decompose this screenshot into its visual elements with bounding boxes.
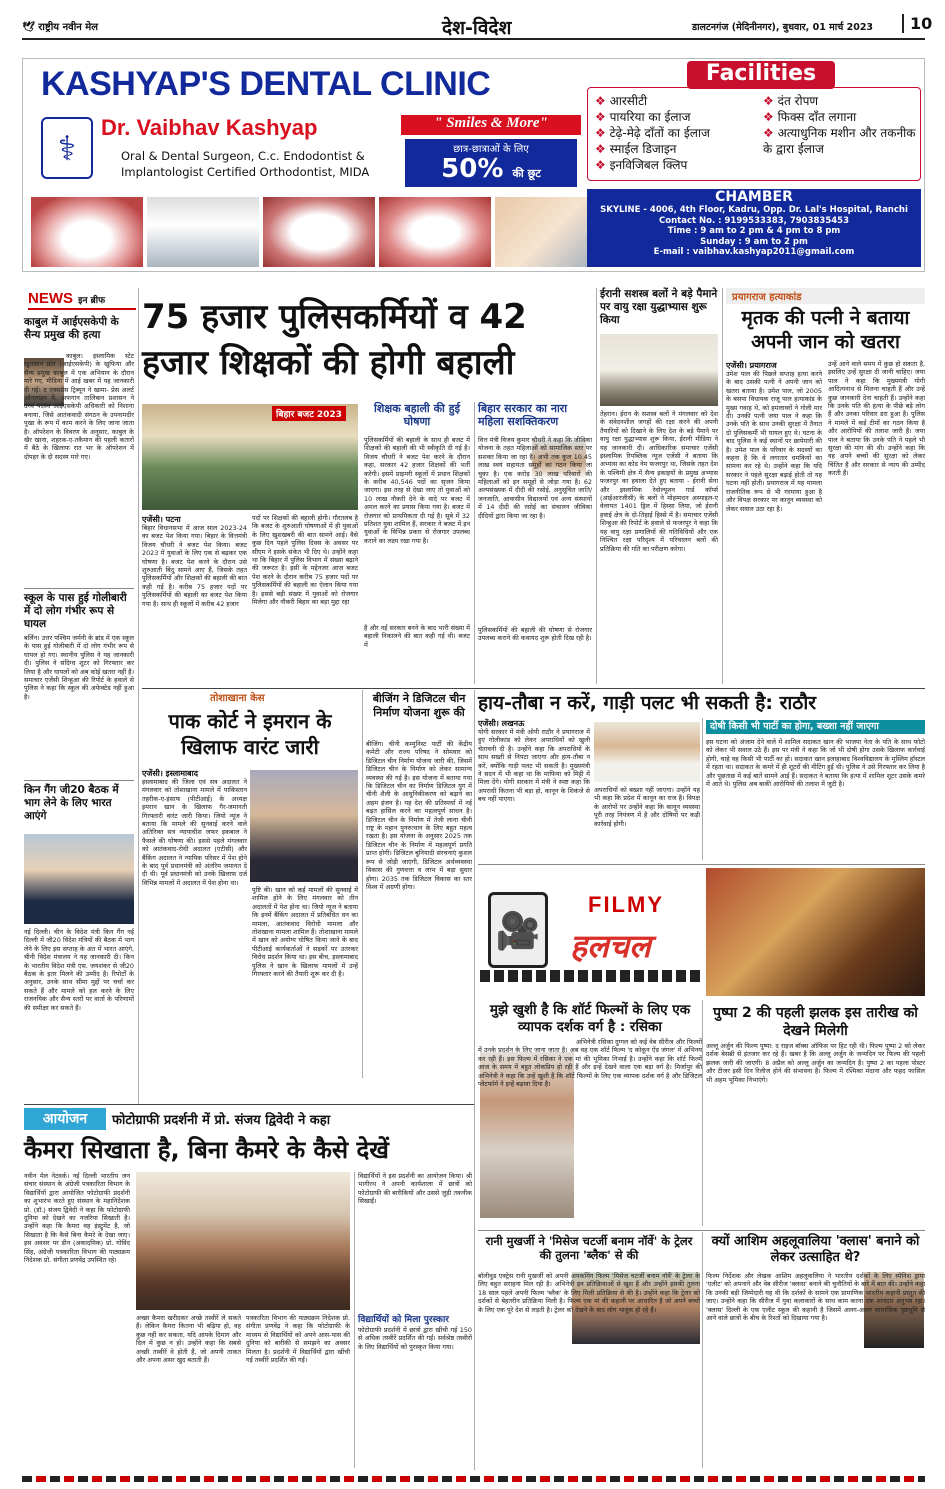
rathore-body-2: अपराधियों को बख्शा नहीं जाएगा। उन्होंने यह भी कहा कि प्रदेश में कानून का राज है। विपक्ष के आरोपों पर उन्होंने कहा कि कानून व्यवस्था पूरी तरह नियंत्रण में है और दोषियों पर कड़ी कार्रवाई होगी। [594, 786, 700, 828]
pushpa-headline: पुष्पा 2 की पहली झलक इस तारीख को देखने मिलेगी [713, 1005, 918, 1039]
facility-item: ❖ टेढ़े-मेढ़े दाँतों का ईलाज [595, 126, 710, 140]
brief-text-2: बर्लिन। उत्तर पश्चिम जर्मनी के ब्रांड में एक स्कूल के पास हुई गोलीबारी में दो लोग गंभीर रूप से घायल हो गए। स्थानीय पुलिस ने यह जानकारी दी। पुलिस ने संदिग्ध शूटर को गिरफ्तार कर लिया है और घायलों को अब कोई खतरा नहीं है। समाचार एजेंसी शिन्हुआ की रिपोर्ट के हवाले से पुलिस ने कहा कि स्कूल की अफेक्टेड नहीं हुआ है। [24, 634, 134, 701]
facility-item: ❖ दंत रोपण [763, 94, 819, 108]
column-rule [702, 1232, 703, 1468]
divider [24, 1104, 474, 1105]
shamil-body: इस घटना को अंजाम देने वाले में शामिल सदाकत खान की भाजपा नेता के पति के साथ फोटो को लेकर भी सवाल उठे हैं। इस पर मंत्री ने कहा कि जो भी दोषी होगा उसके खिलाफ कार्रवाई होगी, चाहे वह किसी भी पार्टी का हो। सदाकत खान इलाहाबाद विश्वविद्यालय के मुस्लिम हॉस्टल में रहता था। सदाकत के कमरे में ही शूटरों की मीटिंग हुई थी। पुलिस ने उसे गिरफ्तार कर लिया है और पूछताछ में कई बातें सामने आई हैं। सदाकत ने बताया कि हत्या में शामिल शूटर उसके कमरे में आते थे। पुलिस अब बाकी आरोपियों की तलाश में जुटी है। [706, 738, 925, 789]
lead-side-text-2: पुलिसकर्मियों की बहाली की घोषणा से रोजगार उपलब्ध कराने की कवायद शुरू होती दिख रही है। [478, 626, 592, 643]
offer-line: छात्र-छात्राओं के लिए [453, 144, 529, 155]
registration-bar [22, 1476, 925, 1482]
dental-ad [22, 58, 925, 272]
chamber-time: Time : 9 am to 2 pm & 4 pm to 8 pm [667, 226, 841, 236]
divider [24, 780, 134, 781]
brief-text-1: काबुल। इस्लामिक स्टेट खुरासान प्रांत (आईएसकेपी) के खुफिया और सैन्य प्रमुख काबुल में एक अभियान के दौरान मारे गए, मीडिया में आई खबर में यह जानकारी दी गई। द एक्सप्रेस ट्रिब्यून ने खामा- प्रेस अलर्ट ऑनलाइन में, अफगान तालिबान प्रशासन ने उच्च पदस्थ आईएसकेपी अधिकारी को निशाना बनाया, जिसे आतंकवादी संगठन के उपनामदीर पुखा के रूप में काम करने के लिए जाना जाता है। ऑपरेशन के विवरण के अनुसार, काबुल के खैर खाना, शहरक-ए-तकैमान की पहली कतारों में बैठे के खिलाफ रात भर के ऑपरेशन में दोपहर के दो सदस्य मारे गए। [24, 352, 134, 461]
prayag-body-2: उन्हें आने वाले समय में कुछ हो सकता है, इसलिए उन्हें सुरक्षा दी जानी चाहिए। जया पाल ने कहा कि मुख्यमंत्री योगी आदित्यनाथ से मिलना चाहती हैं और उन्हें कुछ जानकारी देना चाहती हैं। उन्होंने कहा कि उनके पति की हत्या के पीछे बड़े लोग हैं और उनका परिवार डरा हुआ है। पुलिस ने मामले में कई टीमों का गठन किया है और आरोपियों की तलाश जारी है। जया पाल ने बताया कि उनके पति ने पहले भी सुरक्षा की मांग की थी। उन्होंने कहा कि वह अपने बच्चों की सुरक्षा को लेकर चिंतित हैं और सरकार से न्याय की उम्मीद करती हैं। [828, 360, 925, 478]
facilities-list-right [763, 93, 918, 157]
ad-photo-smile [379, 197, 491, 267]
film-camera-icon: 🎥 [488, 892, 548, 968]
aayojan-sub-headline: विद्यार्थियों को मिला पुरस्कार [358, 1315, 449, 1325]
lead-body-1: बिहार विधानसभा में आज साल 2023-24 का बजट पेश किया गया। बिहार के वित्तमंत्री विजय चौधरी ने बजट पेश किया। बजट 2023 में युवाओं के लिए एक से बढ़कर एक घोषणा है। बजट पेश करने के दौरान उसे शुरुआती बिंदु सामने आए हैं, जिसके तहत पुलिसकर्मियों और शिक्षकों की बहाली की बात कही गई है। करीब 75 हजार पदों पर पुलिसकर्मियों की बहाली का बजट पेश किया गया है। साथ ही स्कूलों में करीब 42 हजार [142, 524, 247, 608]
lead-headline: 75 हजार पुलिसकर्मियों व 42 हजार शिक्षकों की होगी बहाली [142, 297, 527, 383]
masthead [22, 14, 933, 40]
facility-item: ❖ अत्याधुनिक मशीन और तकनीक के द्वारा ईलाज [763, 126, 916, 156]
imran-dateline: एजेंसी। इस्लामाबाद [142, 769, 198, 778]
brief-label: इन ब्रीफ [78, 296, 106, 306]
lead-photo-tag: बिहार बजट 2023 [272, 406, 346, 421]
column-rule [702, 1000, 703, 1226]
newspaper-logo [22, 19, 98, 33]
ad-photo-implant [147, 197, 259, 267]
imran-body-1: इस्लामाबाद की जिला एवं सत्र अदालत ने मंगलवार को तोशाखाना मामले में पाकिस्तान तहरीक-ए-इंसाफ (पीटीआई) के अध्यक्ष इमरान खान के खिलाफ गैर-जमानती गिरफ्तारी वारंट जारी किया। जियो न्यूज ने बताया कि मामले की सुनवाई करने वाले अतिरिक्त सत्र न्यायाधीश जफर इकबाल ने फैसले की घोषणा की। इससे पहले मंगलवार को आतंकवाद-रोधी अदालत (एटीसी) और बैंकिंग अदालत ने न्यायिक परिसर में पेश होने के बाद पूर्व प्रधानमंत्री को अंतरिम जमानत दे दी थी। पूर्व प्रधानमंत्री को उनके खिलाफ दर्ज विभिन्न मामलों में अदालत में पेश होना था। [142, 778, 247, 887]
lead-side-text: वित्त मंत्री विजय कुमार चौधरी ने कहा कि जीविका योजना के तहत महिलाओं को सामाजिक स्तर पर सशक्त किया जा रहा है। अभी तक कुल 10.45 लाख स्वयं सहायता समूहों का गठन किया जा चुका है। एक करोड़ 30 लाख परिवारों की महिलाओं को इन समूहों से जोड़ा गया है। 62 अल्पसंख्यक में दीदी की रसोई, अनुसूचित जाति/जनजाति, आवासीय विद्यालयों एवं अन्य संस्थानों में 14 दीदी की रसोई का संचालन जीविका दीदियों द्वारा किया जा रहा है। [478, 436, 592, 520]
facilities-title: Facilities [687, 61, 835, 89]
section-title: देश-विदेश [442, 17, 512, 39]
offer-percent: 50% [441, 154, 504, 184]
imran-body-2: पुष्टि की। खान को कई मामलों की सुनवाई में शामिल होने के लिए मंगलवार को तीन अदालतों में पेश होना था। जियो न्यूज ने बताया कि इनमें बैंकिंग अदालत में प्रतिबंधित धन का मामला, आतंकवाद विरोधी मामला और तोशखाना मामला शामिल हैं। तोशाखाना मामले में खान को अयोग्य घोषित किया जाने के बाद पीटीआई कार्यकर्ताओं ने सड़कों पर उतरकर विरोध प्रदर्शन किया था। इस बीच, इस्लामाबाद पुलिस ने खान के खिलाफ मामलों में उन्हें गिरफ्तार करने की तैयारी शुरू कर दी है। [252, 886, 358, 979]
chamber-email: E-mail : vaibhav.kashyap2011@gmail.com [653, 247, 855, 257]
brief-photo-qin-gang [24, 834, 134, 924]
dateline: डालटनगंज (मेदिनीनगर), बुधवार, 01 मार्च 2023 [692, 22, 874, 33]
rasika-body: अभिनेत्री रसिका दुग्गल को कई वेब सीरीज और फिल्मों में उनके प्रदर्शन के लिए जाना जाता है। अब वह एक शॉर्ट फिल्म 'द कोकून ऐंड जंगल' में अभिनय कर रही हैं। इस फिल्म में रसिका ने एक मां की भूमिका निभाई है। उन्होंने कहा कि शॉर्ट फिल्में आज के समय में बहुत लोकप्रिय हो रही हैं और इन्हें देखने वाला एक बड़ा वर्ग है। मिर्जापुर की अभिनेत्री ने कहा कि उन्हें खुशी है कि शॉर्ट फिल्मों के लिए एक व्यापक दर्शक वर्ग है और डिजिटल प्लेटफॉर्म ने इन्हें बढ़ावा दिया है। [478, 1038, 702, 1089]
lead-dateline: एजेंसी। पटना [142, 515, 181, 524]
aayojan-headline: कैमरा सिखाता है, बिना कैमरे के कैसे देखें [24, 1136, 389, 1164]
ad-clinic-name: KASHYAP'S DENTAL CLINIC [41, 65, 491, 103]
facility-item: ❖ पायरिया का ईलाज [595, 110, 691, 124]
column-rule [474, 690, 475, 1470]
film-strip [480, 970, 702, 982]
prayag-label: प्रयागराज हत्याकांड [726, 288, 925, 304]
ashim-headline: क्यों आशिम अहलूवालिया 'क्लास' बनाने को लेकर उत्साहित थे? [711, 1234, 920, 1265]
lead-sub-headline: शिक्षक बहाली की हुई घोषणा [374, 402, 460, 428]
rani-body: बॉलीवुड एक्ट्रेस रानी मुखर्जी को अपनी अपकमिंग फिल्म 'मिसेज चटर्जी बनाम नॉर्वे' के ट्रेलर के लिए बहुत सराहना मिल रही है। अभिनेत्री इन प्रतिक्रियाओं से खुश हैं और उन्होंने इसकी तुलना 18 साल पहले अपनी फिल्म 'ब्लैक' के लिए मिली प्रतिक्रिया से की है। उन्होंने कहा कि ट्रेलर को दर्शकों से बेहतरीन प्रतिक्रिया मिली है। फिल्म एक मां की कहानी पर आधारित है जो अपने बच्चों के लिए एक पूरे देश से लड़ती है। ट्रेलर को देखने के बाद लोग भावुक हो रहे हैं। [478, 1272, 700, 1314]
iran-body: तेहरान। ईरान के सशस्त्र बलों ने मंगलवार को देश के संवेदनशील जगहों की रक्षा करने की अपनी तैयारियों को दिखाने के लिए देश के बड़े पैमाने पर वायु रक्षा युद्धाभ्यास शुरू किया, ईरानी मीडिया ने यह जानकारी दी। आधिकारिक समाचार एजेंसी इस्लामिक रिपब्लिक न्यूज एजेंसी ने बताया कि अभ्यास का कोड नेम फजरपुर था, जिसके तहत देश के पश्चिमी क्षेत्र में सैन्य इकाइयों के प्रमुख अभ्यास फजरपुर का हवाला देते हुए बताया - ईरानी सेना और इस्लामिक रेवोल्यूशन गार्ड कॉर्प्स (आईआरजीसी) के बलों ने मोहम्मदन अस्माइल-ए वेलायत 1401 ड्रिल में हिस्सा लिया, जो ईरानी हवाई क्षेत्र के दो-तिहाई हिस्से में है। समाचार एजेंसी शिन्हुआ की रिपोर्ट के हवाले से फजरपुर ने कहा कि यह वायु रक्षा प्रणालियों की गतिविधियों और एक निश्चित रक्षा परिदृश्य में परिचालन बलों की प्रतिक्रिया की गति का परीक्षण करेगा। [600, 410, 718, 553]
iran-photo-missile [600, 334, 718, 406]
aayojan-body-1: नवीन मेल नेटवर्क। नई दिल्ली भारतीय जन संचार संस्थान के अंग्रेजी पत्रकारिता विभाग के विद्यार्थियों द्वारा आयोजित फोटोग्राफी प्रदर्शनी का शुभारंभ करते हुए संस्थान के महानिदेशक प्रो. (डॉ.) संजय द्विवेदी ने कहा कि फोटोग्राफी दुनिया को देखने का नजरिया सिखाती है। उन्होंने कहा कि कैमरा वह इंस्ट्रूमेंट है, जो सिखाता है कि कैसे बिना कैमरे के देखा जाए। इस अवसर पर डीन (अकादमिक) प्रो. गोविंद सिंह, अंग्रेजी पत्रकारिता विभाग की पाठ्यक्रम निदेशक प्रो. संगीता प्रणवेंद्र उपस्थित रहे। [24, 1172, 130, 1265]
imran-label: तोशाखाना केस [210, 693, 265, 704]
china-headline: बीजिंग ने डिजिटल चीन निर्माण योजना शुरू की [372, 692, 466, 719]
page-number: 10 [902, 14, 932, 33]
facility-item: ❖ आरसीटी [595, 94, 648, 108]
divider [478, 1230, 925, 1231]
china-body: बीजिंग। चीनी कम्युनिस्ट पार्टी की केंद्रीय कमेटी और राज्य परिषद ने सोमवार को डिजिटल चीन निर्माण योजना जारी की, जिसमें डिजिटल चीन के निर्माण को लेकर सामान्य व्यवस्था की गई है। इस योजना में बताया गया कि डिजिटल चीन का निर्माण डिजिटल युग में चीनी शैली के आधुनिकीकरण को बढ़ाने का अहम इंजन है। यह देश की प्रतिस्पर्धा में नई बढ़त हासिल करने का महत्वपूर्ण साधन है। डिजिटल चीन के निर्माण में तेजी लाना चीनी राष्ट्र के महान पुनरुत्थान के लिए बहुत महत्व रखता है। इस योजना के अनुसार 2025 तक डिजिटल चीन के निर्माण में महत्वपूर्ण प्रगति प्राप्त होगी। डिजिटल बुनियादी संरचनाएं कुशल रूप से जोड़ी जाएंगी, डिजिटल अर्थव्यवस्था विकास की गुणवत्ता व लाभ में बड़ा सुधार होगा। 2035 तक डिजिटल विकास का स्तर विश्व में अग्रणी होगा। [366, 740, 472, 891]
chamber-contact: Contact No. : 9199533383, 7903835453 [659, 215, 849, 226]
ad-doctor-name: Dr. Vaibhav Kashyap [101, 115, 318, 140]
pushpa-body: अल्लू अर्जुन की फिल्म पुष्पा: द राइज बॉक्स ऑफिस पर हिट रही थी। फिल्म पुष्पा 2 को लेकर दर्शक बेसब्री से इंतजार कर रहे हैं। खबर है कि अल्लू अर्जुन के जन्मदिन पर फिल्म की पहली झलक जारी की जाएगी। 8 अप्रैल को अल्लू अर्जुन का जन्मदिन है। पुष्पा 2 का पहला पोस्टर और टीजर इसी दिन रिलीज होने की संभावना है। फिल्म में रश्मिका मंदाना और फहद फासिल भी अहम भूमिका निभाएंगे। [706, 1042, 925, 1084]
filmy-logo [480, 868, 702, 996]
imran-photo [250, 770, 358, 882]
rathore-body-1: योगी सरकार में मंत्री ओपी राठौर ने प्रयागराज में हुए गोलीकांड को लेकर अपराधियों को खुली चेतावनी दी है। उन्होंने कहा कि अपराधियों के साथ सख्ती से निपटा जाएगा और हाय-तौबा न करें, क्योंकि गाड़ी पलट भी सकती है। मुख्यमंत्री ने सदन में भी कहा था कि माफिया को मिट्टी में मिला देंगे। योगी सरकार में मंत्री ने स्पष्ट कहा कि अपराधी कितना भी बड़ा हो, कानून के शिकंजे से बच नहीं पाएगा। [478, 728, 590, 804]
imran-headline: पाक कोर्ट ने इमरान के खिलाफ वारंट जारी [168, 709, 332, 759]
aayojan-photo-exhibition [136, 1172, 350, 1310]
chamber-address: SKYLINE - 4006, 4th Floor, Kadru, Opp. Dr. Lal's Hospital, Ranchi [600, 205, 908, 215]
brief-headline-1: काबुल में आईएसकेपी के सैन्य प्रमुख की हत्या [24, 316, 119, 341]
brief-headline-2: स्कूल के पास हुई गोलीबारी में दो लोग गंभीर रूप से घायल [24, 592, 127, 630]
news-label: NEWS [28, 290, 73, 307]
chamber-title: CHAMBER [715, 189, 793, 205]
chamber-box [587, 189, 921, 267]
brief-headline-3: किन गैंग जी20 बैठक में भाग लेने के लिए भारत आएंगे [24, 784, 119, 822]
rathore-dateline: एजेंसी। लखनऊ [478, 719, 525, 728]
lead-sub-text: पुलिसकर्मियों की बहाली के साथ ही बजट में शिक्षकों की बहाली की भी स्वीकृति दी गई है। विजय चौधरी ने बजट पेश करने के दौरान कहा, सरकार 42 हजार शिक्षकों की भर्ती करेगी। इसमें प्राइमरी स्कूलों में प्रधान शिक्षकों के करीब 40,546 पदों का सृजन किया जाएगा। इस तरह से देखा जाए तो युवाओं को 10 लाख नौकरी देने के वादे पर बजट में अमल करने का प्रयास किया गया है। बजट में रोजगार को प्राथमिकता दी गई है। सूबे में 32 प्रतिशत युवा शामिल हैं, सरकार ने बजट में इन युवाओं के विभिन्न प्रकार से रोजगार उपलब्ध कराने का लक्ष्य रखा गया है। [364, 436, 470, 545]
rathore-headline: हाय-तौबा न करें, गाड़ी पलट भी सकती है: राठौर [478, 692, 817, 714]
column-rule [702, 718, 703, 860]
prayag-body-1: उमेश पाल की पिछले सप्ताह हत्या करने के बाद उसकी पत्नी ने अपनी जान को खतरा बताया है। उमेश पाल, जो 2005 के बसपा विधायक राजू पाल हत्याकांड के मुख्य गवाह थे, को हमलावरों ने गोली मार दी। उनकी पत्नी जया पाल ने कहा कि उनके पति के साथ उनकी सुरक्षा में तैनात दो पुलिसकर्मी भी घायल हुए थे। घटना के बाद पुलिस ने कई स्थानों पर छापेमारी की है। उमेश पाल के परिवार के सदस्यों का कहना है कि वे लगातार धमकियों का सामना कर रहे थे। उन्होंने कहा कि यदि सरकार ने पहले सुरक्षा बढ़ाई होती तो यह घटना नहीं होती। प्रयागराज में यह मामला राजनीतिक रूप से भी गरमाया हुआ है और विपक्ष सरकार पर कानून व्यवस्था को लेकर सवाल उठा रहा है। [726, 370, 822, 513]
column-rule [722, 288, 723, 684]
rani-headline: रानी मुखर्जी ने 'मिसेज चटर्जी बनाम नॉर्वे' के ट्रेलर की तुलना 'ब्लैक' से की [485, 1234, 693, 1262]
brief-text-3: नई दिल्ली। चीन के विदेश मंत्री किन गैंग नई दिल्ली में जी20 विदेश मंत्रियों की बैठक में भाग लेने के लिए इस सप्ताह के अंत में भारत आएंगे, चीनी विदेश मंत्रालय ने यह जानकारी दी। किन के भारतीय विदेश मंत्री एस. जयशंकर से जी20 बैठक के इतर मिलने की उम्मीद है। रिपोर्टों के अनुसार, उनके साथ सीमा मुद्दों पर चर्चा कर सकते हैं और मामले को हल करने के लिए राजनयिक और सैन्य स्तरों पर वार्ता के परिणामों की समीक्षा कर सकते हैं। [24, 928, 134, 1012]
shamil-headline: दोषी किसी भी पार्टी का होगा, बख्शा नहीं जाएगा [706, 720, 925, 734]
news-in-brief-header [28, 288, 136, 310]
divider [24, 588, 134, 589]
offer-suffix: की छूट [512, 167, 541, 180]
facility-item: ❖ स्माईल डिजाइन [595, 142, 677, 156]
prayag-dateline: एजेंसी। प्रयागराज [726, 361, 777, 370]
bird-icon: 🕊 [22, 22, 35, 33]
facility-item: ❖ इनविजिबल क्लिप [595, 158, 688, 172]
column-rule [362, 690, 363, 1078]
aayojan-kicker: फोटोग्राफी प्रदर्शनी में प्रो. संजय द्विवेदी ने कहा [112, 1113, 331, 1128]
aayojan-label: आयोजन [24, 1108, 106, 1130]
lead-side-headline: बिहार सरकार का नारा महिला सशक्तिकरण [478, 402, 568, 428]
ashim-body: फिल्म निर्देशक और लेखक आशिम अहलूवालिया ने भारतीय दर्शकों के लिए स्पेनिश ड्रामा 'एलीट' को अपनाने और वेब सीरीज 'क्लास' बनाने की चुनौतियों के बारे में बात की। उन्होंने कहा कि उनकी बड़ी जिम्मेदारी यह थी कि दर्शकों के सामने एक प्रामाणिक भारतीय कहानी प्रस्तुत की जाए। उन्होंने कहा कि सीरीज में युवा कलाकारों के साथ काम करना एक शानदार अनुभव रहा। 'क्लास' दिल्ली के एक एलीट स्कूल की कहानी है जिसमें अलग-अलग सामाजिक पृष्ठभूमि से आने वाले छात्रों के बीच के रिश्तों को दिखाया गया है। [706, 1272, 925, 1323]
ad-photo-braces [263, 197, 375, 267]
filmy-logo-text: FILMY [588, 892, 664, 917]
prayag-headline: मृतक की पत्नी ने बताया अपनी जान को खतरा [741, 307, 910, 353]
ad-qualification-1: Oral & Dental Surgeon, C.c. Endodontist & [121, 149, 365, 163]
chamber-sunday: Sunday : 9 am to 2 pm [700, 236, 808, 247]
column-rule [354, 1172, 355, 1468]
lead-body-2: पदों पर शिक्षकों की बहाली होगी। गौरतलब है कि बजट के शुरुआती घोषणाओं में ही युवाओं के लिए खुशखबरी की बात सामने आई। वैसे कुछ दिन पहले पुलिस दिवस के अवसर पर सीएम ने इसके संकेत भी दिए थे। उन्होंने कहा था कि बिहार में पुलिस विभाग में संख्या बढ़ाने की जरूरत है। इसी के मद्देनजर आज बजट पेश करने के दौरान करीब 75 हजार पदों पर पुलिसकर्मियों की बहाली का ऐलान किया गया है। इससे बड़ी संख्या में युवाओं को रोजगार मिलेगा और नौकरी बिहार का बड़ा मुद्दा रहा [252, 514, 358, 607]
column-rule [138, 288, 139, 1104]
facilities-list-left [595, 93, 765, 173]
rasika-headline: मुझे खुशी है कि शॉर्ट फिल्मों के लिए एक व्यापक दर्शक वर्ग है : रसिका [489, 1002, 691, 1035]
ad-qualification-2: Implantologist Certified Orthodontist, MIDA [121, 165, 370, 179]
logo-text: राष्ट्रीय नवीन मेल [38, 22, 99, 33]
lead-sub-text-2: है और नई सरकार बनने के बाद भारी संख्या में बहाली निकालने की बात कही गई थी। बजट में [364, 624, 470, 649]
pushpa-photo [706, 868, 925, 996]
filmy-logo-hindi: हलचल [570, 927, 651, 965]
aayojan-sub-text: फोटोग्राफी प्रदर्शनी में छात्रों द्वारा खींची गई 150 से अधिक तस्वीरें प्रदर्शित की गईं। सर्वश्रेष्ठ तस्वीरों के लिए विद्यार्थियों को पुरस्कृत किया गया। [358, 1326, 472, 1351]
caduceus-icon: ⚕ [41, 117, 93, 179]
divider [142, 688, 925, 689]
aayojan-body-2: अच्छा कैमरा खरीदकर अच्छे तस्वीरें ले सकते हैं। लेकिन कैमरा कितना भी बढ़िया हो, वह कुछ नहीं कर सकता, यदि आपके दिमाग और दिल में कुछ न हो। उन्होंने कहा कि सबसे अच्छी तस्वीरें वे होती हैं, जो अपनी ताकत और अपना असर खुद बताती हैं। [136, 1314, 241, 1365]
ad-tagline: " Smiles & More" [401, 115, 581, 135]
facility-item: ❖ फिक्स दाँत लगाना [763, 110, 857, 124]
column-rule [596, 288, 597, 684]
offer-box [405, 139, 577, 187]
divider [478, 864, 925, 865]
rathore-photo [594, 722, 700, 782]
ad-photo-dentures [31, 197, 143, 267]
column-rule [474, 402, 475, 684]
iran-headline: ईरानी सशस्त्र बलों ने बड़े पैमाने पर वायु रक्षा युद्धाभ्यास शुरू किया [600, 288, 718, 326]
aayojan-body-4: विद्यार्थियों ने इस प्रदर्शनी का आयोजन किया। श्री भागीरथ ने अपनी कार्यशाला में छात्रों को फोटोग्राफी की बारीकियों और उससे जुड़ी तकनीक सिखाईं। [358, 1172, 472, 1206]
offer-value [405, 155, 577, 188]
aayojan-body-3: पत्रकारिता विभाग की पाठ्यक्रम निदेशक प्रो. संगीता प्रणवेंद्र ने कहा कि फोटोग्राफी के माध्यम से विद्यार्थियों को अपने आस-पास की दुनिया को बारीकी से समझने का अवसर मिलता है। प्रदर्शनी में विद्यार्थियों द्वारा खींची गई तस्वीरें प्रदर्शित की गईं। [246, 1314, 350, 1365]
